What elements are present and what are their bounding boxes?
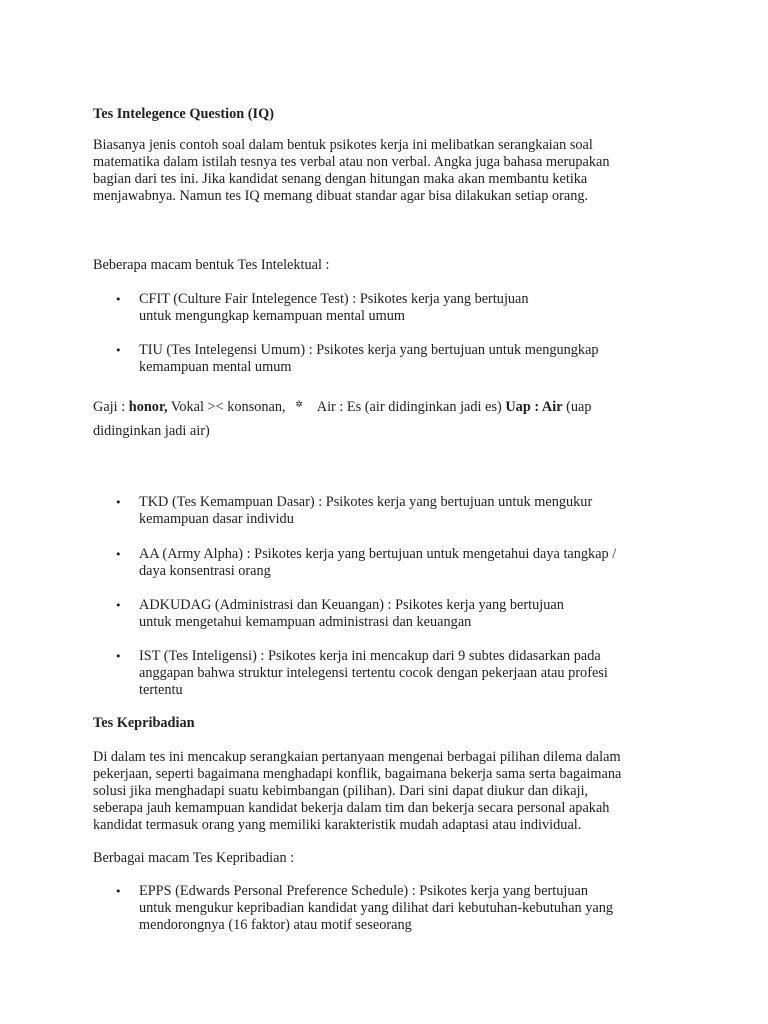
list-item-line: CFIT (Culture Fair Intelegence Test) : Psikotes kerja yang bertujuan (139, 291, 529, 307)
list-item-line: untuk mengukur kepribadian kandidat yang dilihat dari kebutuhan-kebutuhan yang (139, 900, 614, 916)
personality-paragraph (93, 749, 683, 834)
paragraph-line: Biasanya jenis contoh soal dalam bentuk psikotes kerja ini melibatkan serangkaian soal (93, 137, 593, 153)
bullet-icon: • (115, 599, 122, 612)
personality-intro-text: Berbagai macam Tes Kepribadian : (93, 850, 295, 866)
list-item-line: untuk mengetahui kemampuan administrasi dan keuangan (139, 614, 472, 630)
bullet-icon: • (115, 885, 122, 898)
paragraph-line: pekerjaan, seperti bagaimana menghadapi konflik, bagaimana bekerja sama serta bagaimana (93, 766, 622, 782)
list-item-line: daya konsentrasi orang (139, 563, 271, 579)
analogy-suffix: (uap (562, 399, 592, 415)
iq-section-heading: Tes Intelegence Question (IQ) (93, 106, 274, 122)
list-item-line: IST (Tes Inteligensi) : Psikotes kerja ini mencakup dari 9 subtes didasarkan pada (139, 648, 601, 664)
paragraph-line: matematika dalam istilah tesnya tes verbal atau non verbal. Angka juga bahasa merupakan (93, 154, 610, 170)
list-item-line: ADKUDAG (Administrasi dan Keuangan) : Psikotes kerja yang bertujuan (139, 597, 564, 613)
paragraph-line: bagian dari tes ini. Jika kandidat senang dengan hitungan maka akan membantu ketika (93, 171, 588, 187)
bullet-icon: • (115, 650, 122, 663)
bullet-icon: • (115, 344, 122, 357)
paragraph-line: Di dalam tes ini mencakup serangkaian pertanyaan mengenai berbagai pilihan dilema dalam (93, 749, 621, 765)
iq-paragraph (93, 137, 683, 205)
analogy-line-2: didinginkan jadi air) (93, 423, 210, 439)
list-item-line: TKD (Tes Kemampuan Dasar) : Psikotes kerja yang bertujuan untuk mengukur (139, 494, 593, 510)
list-item-line: anggapan bahwa struktur intelegensi tertentu cocok dengan pekerjaan atau profesi (139, 665, 608, 681)
analogy-uap-air: Uap : Air (505, 399, 563, 415)
personality-section-heading: Tes Kepribadian (93, 715, 195, 731)
iq-intro-text: Beberapa macam bentuk Tes Intelektual : (93, 257, 330, 273)
bullet-icon: • (115, 496, 122, 509)
paragraph-line: menjawabnya. Namun tes IQ memang dibuat standar agar bisa dilakukan setiap orang. (93, 188, 589, 204)
paragraph-line: solusi jika menghadapi suatu kebimbangan (pilihan). Dari sini dapat diukur dan dikaji, (93, 783, 589, 799)
bullet-icon: • (115, 293, 122, 306)
list-item-line: mendorongnya (16 faktor) atau motif seseorang (139, 917, 412, 933)
analogy-air-es: Air : Es (air didinginkan jadi es) (316, 399, 506, 415)
list-item-line: AA (Army Alpha) : Psikotes kerja yang bertujuan untuk mengetahui daya tangkap / (139, 546, 617, 562)
analogy-note (93, 393, 693, 443)
analogy-honor: honor, (128, 399, 168, 415)
list-item-line: untuk mengungkap kemampuan mental umum (139, 308, 406, 324)
list-item-line: TIU (Tes Intelegensi Umum) : Psikotes kerja yang bertujuan untuk mengungkap (139, 342, 599, 358)
paragraph-line: seberapa jauh kemampuan kandidat bekerja dalam tim dan bekerja secara personal apakah (93, 800, 610, 816)
bullet-icon: • (115, 548, 122, 561)
analogy-prefix: Gaji : (93, 399, 129, 415)
list-item-line: tertentu (139, 682, 183, 698)
paragraph-line: kandidat termasuk orang yang memiliki karakteristik mudah adaptasi atau individual. (93, 817, 582, 833)
list-item-line: EPPS (Edwards Personal Preference Schedule) : Psikotes kerja yang bertujuan (139, 883, 589, 899)
analogy-middle: Vokal >< konsonan, (167, 399, 290, 415)
spark-icon: ✲ (295, 400, 303, 410)
list-item-line: kemampuan mental umum (139, 359, 292, 375)
list-item-line: kemampuan dasar individu (139, 511, 294, 527)
